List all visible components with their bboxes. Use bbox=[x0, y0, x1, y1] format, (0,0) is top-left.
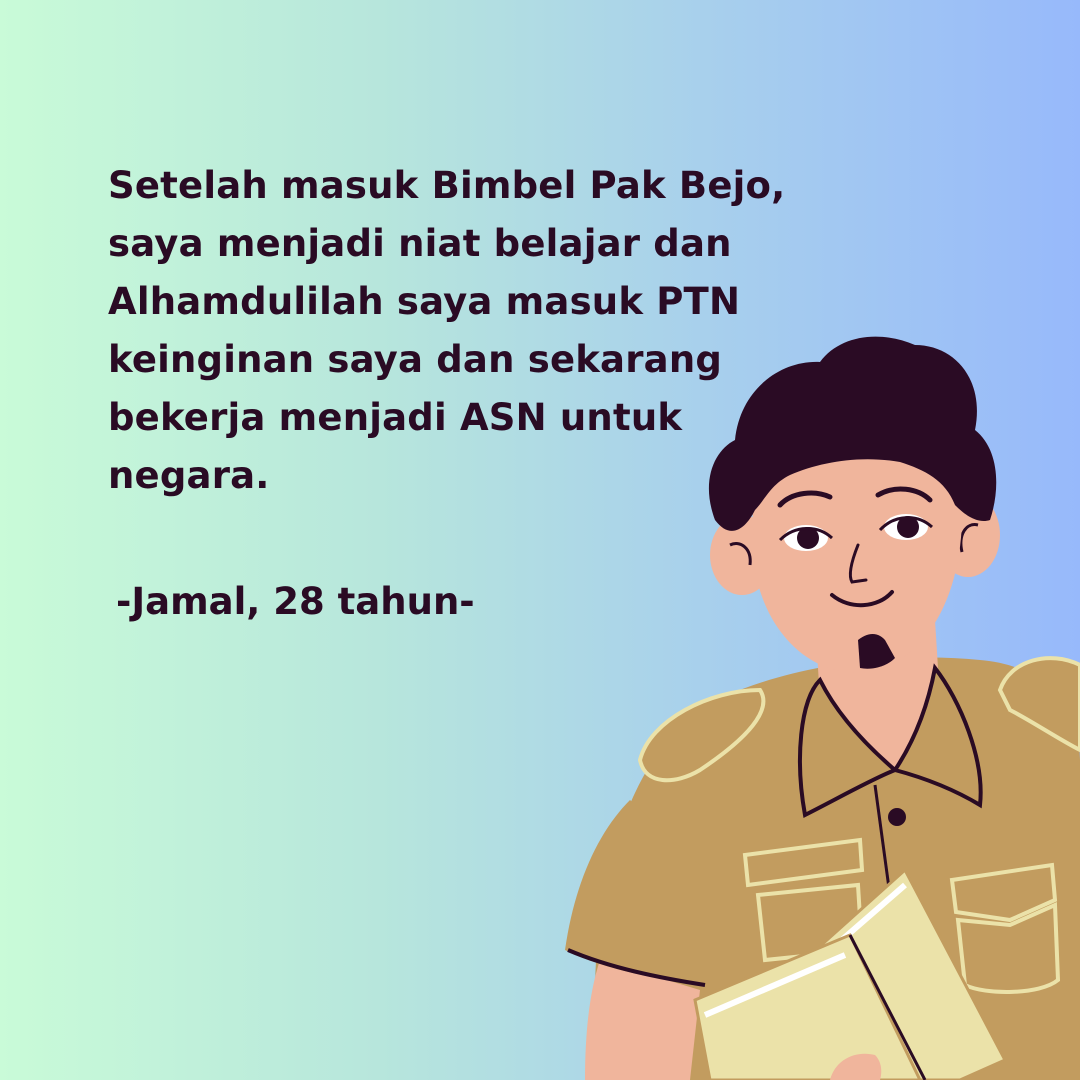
civil-servant-illustration-icon bbox=[540, 320, 1080, 1080]
quote-line: negara. bbox=[108, 454, 270, 497]
quote-line: bekerja menjadi ASN untuk bbox=[108, 396, 683, 439]
testimonial-author: -Jamal, 28 tahun- bbox=[116, 580, 475, 623]
shirt-button bbox=[888, 808, 906, 826]
quote-line: saya menjadi niat belajar dan bbox=[108, 222, 732, 265]
quote-line: Setelah masuk Bimbel Pak Bejo, bbox=[108, 164, 786, 207]
quote-line: Alhamdulilah saya masuk PTN bbox=[108, 280, 741, 323]
quote-line: keinginan saya dan sekarang bbox=[108, 338, 723, 381]
